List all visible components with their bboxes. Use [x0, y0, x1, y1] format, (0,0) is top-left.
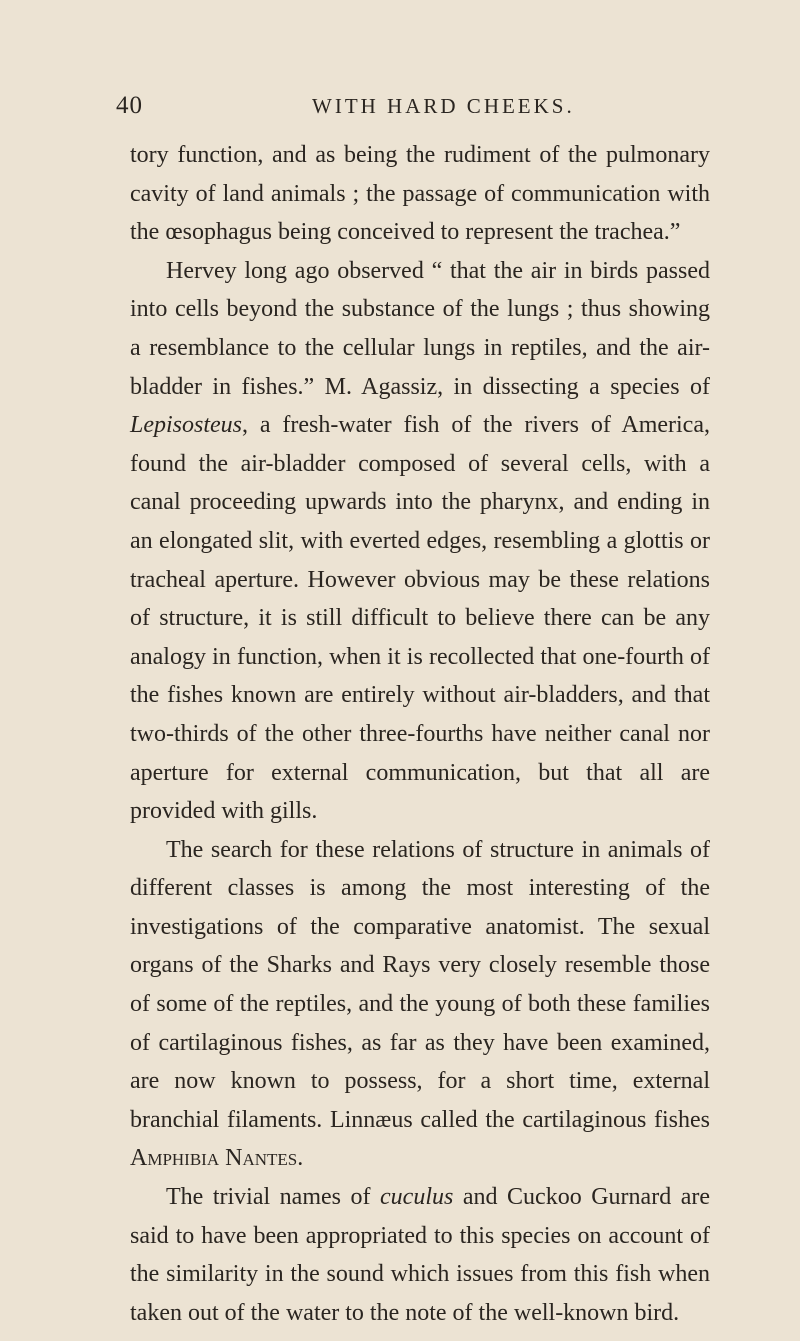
paragraph-4-text-a: The trivial names of: [166, 1184, 381, 1211]
paragraph-4: [130, 1178, 710, 1332]
paragraph-2-italic-genus: Lepisosteus: [130, 412, 243, 439]
body-text: [130, 136, 710, 1332]
paragraph-2-text-a: Hervey long ago observed “ that the air in birds passed into cells beyond the substance of the lungs ; thus showing a resemblance to the cellular lungs in reptiles, and the air-bladder in fishes.” M. Agassiz, in dissecting a species of: [130, 257, 710, 400]
paragraph-3: [130, 831, 710, 1178]
page-header: [116, 92, 716, 132]
paragraph-4-text-b: and Cuckoo Gurnard are said to have been appropriated to this species on account of the similarity in the sound which issues from this fish when taken out of the water to the note of the well-known bird.: [130, 1184, 711, 1326]
paragraph-1: [130, 136, 710, 252]
running-head: WITH HARD CHEEKS.: [312, 94, 575, 118]
paragraph-2-text-b: , a fresh-water fish of the rivers of America, found the air-bladder composed of several cells, with a canal proceeding upwards into the pharynx, and ending in an elongated slit, with everted edges, resembling a glottis or tracheal aperture. However obvious may be these relations of structure, it is still difficult to believe there can be any analogy in function, when it is recollected that one-fourth of the fishes known are entirely without air-bladders, and that two-thirds of the other three-fourths have neither canal nor aperture for external communication, but that all are provided with gills.: [130, 412, 710, 825]
paragraph-3-text-a: The search for these relations of structure in animals of different classes is among the most interesting of the investigations of the comparative anatomist. The sexual organs of the Sharks and Rays very closely resemble those of some of the reptiles, and the young of both these families of cartilaginous fishes, as far as they have been examined, are now known to possess, for a short time, external branchial filaments. Linnæus called the cartilaginous fishes: [130, 836, 710, 1133]
paragraph-3-smallcaps-name: Amphibia Nantes: [130, 1145, 298, 1172]
paragraph-1-text: tory function, and as being the rudiment of the pulmonary cavity of land animals ; the passage of communication with the œsophagus being conceived to represent the trachea.”: [130, 142, 710, 246]
page-number: 40: [116, 92, 143, 119]
paragraph-2: [130, 252, 710, 831]
paragraph-4-italic-name: cuculus: [380, 1184, 454, 1211]
paragraph-3-text-b: .: [297, 1145, 304, 1172]
